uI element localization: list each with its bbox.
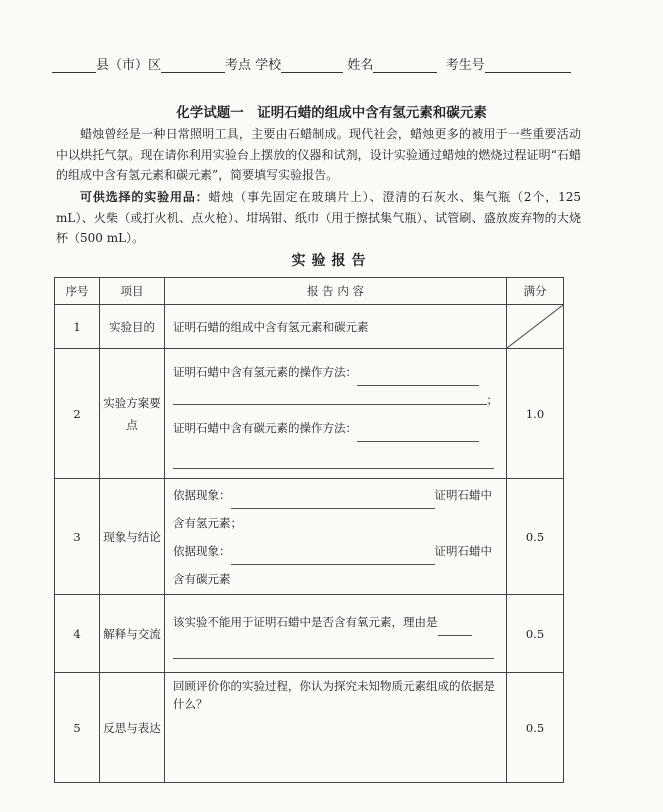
report-title: 实验报告: [291, 253, 372, 269]
intro-paragraph: 蜡烛曾经是一种日常照明工具，主要由石蜡制成。现代社会，蜡烛更多的被用于一些重要活动中以烘托气氛。现在请你利用实验台上摆放的仪器和试剂，设计实验通过蜡烛的燃烧过程证明“石蜡的组成中含有氢元素和碳元素”，简要填写实验报告。: [56, 127, 581, 182]
score: 0.5: [507, 595, 564, 673]
diagonal-slash: [507, 305, 563, 348]
name-label: 姓名: [347, 58, 374, 73]
prove-label-2: 证明石蜡中: [434, 543, 492, 558]
prove-label-1: 证明石蜡中: [434, 487, 492, 502]
basis-label-2: 依据现象：: [173, 543, 231, 558]
row-item: 解释与交流: [100, 595, 165, 673]
h-method-label: 证明石蜡中含有氢元素的操作方法：: [173, 365, 357, 379]
report-table: [54, 277, 564, 783]
header-no: 序号: [55, 278, 100, 305]
school-blank[interactable]: [281, 58, 343, 73]
exam-site-blank[interactable]: [161, 58, 225, 73]
row-no: 4: [55, 595, 100, 673]
table-row: [55, 479, 564, 595]
phenomenon-content: [165, 479, 507, 595]
supplies-text: 蜡烛（事先固定在玻璃片上）、澄清的石灰水、集气瓶（2个，125 mL）、火柴（或打火机、点火枪）、坩埚钳、纸巾（用于擦拭集气瓶）、试管刷、盛放废弃物的大烧杯（500 mL）。: [56, 190, 581, 245]
row-no: 3: [55, 479, 100, 595]
row-no: 2: [55, 349, 100, 479]
row-item: 实验目的: [100, 305, 165, 349]
row-item: 反思与表达: [100, 673, 165, 783]
score: 0.5: [507, 479, 564, 595]
candidate-info-line: [52, 54, 572, 73]
county-blank[interactable]: [52, 58, 96, 73]
exam-no-blank[interactable]: [485, 58, 571, 73]
explanation-content: [165, 595, 507, 673]
supplies-paragraph: [56, 187, 581, 249]
school-label: 学校: [255, 58, 282, 73]
c-method-blank-2[interactable]: [173, 454, 494, 469]
phenomenon-blank-2[interactable]: [231, 551, 435, 565]
score: 0.5: [507, 673, 564, 783]
conclusion-1: 含有氢元素；: [173, 515, 242, 530]
semicolon: ；: [486, 393, 498, 407]
header-content: 报 告 内 容: [165, 278, 507, 305]
table-row: [55, 673, 564, 783]
reflection-prompt: 回顾评价你的实验过程，你认为探究未知物质元素组成的依据是什么？: [165, 673, 507, 783]
header-item: 项目: [100, 278, 165, 305]
exam-site-label: 考点: [225, 58, 252, 73]
county-label: 县（市）区: [96, 58, 162, 73]
reason-blank-2[interactable]: [173, 644, 494, 659]
score: 1.0: [507, 349, 564, 479]
row-item: 现象与结论: [100, 479, 165, 595]
phenomenon-blank-1[interactable]: [231, 495, 435, 509]
header-score: 满分: [507, 278, 564, 305]
supplies-label: 可供选择的实验用品：: [80, 190, 209, 204]
conclusion-2: 含有碳元素: [173, 571, 231, 586]
reason-prompt: 该实验不能用于证明石蜡中是否含有氧元素，理由是: [173, 615, 438, 629]
c-method-blank[interactable]: [357, 428, 479, 442]
table-row: [55, 349, 564, 479]
row-item: 实验方案要点: [100, 349, 165, 479]
exam-no-label: 考生号: [445, 58, 485, 73]
basis-label-1: 依据现象：: [173, 487, 231, 502]
table-row: [55, 595, 564, 673]
row-no: 1: [55, 305, 100, 349]
purpose-text: 证明石蜡的组成中含有氢元素和碳元素: [165, 305, 507, 349]
plan-content: [165, 349, 507, 479]
c-method-label: 证明石蜡中含有碳元素的操作方法：: [173, 421, 357, 435]
row-no: 5: [55, 673, 100, 783]
table-row: [55, 305, 564, 349]
question-title: 化学试题一 证明石蜡的组成中含有氢元素和碳元素: [176, 105, 487, 121]
score-cell-crossed: [507, 305, 564, 349]
h-method-blank-2[interactable]: [173, 391, 487, 405]
reason-blank-1[interactable]: [438, 622, 472, 636]
name-blank[interactable]: [373, 58, 437, 73]
table-header-row: [55, 278, 564, 305]
h-method-blank[interactable]: [357, 372, 479, 386]
